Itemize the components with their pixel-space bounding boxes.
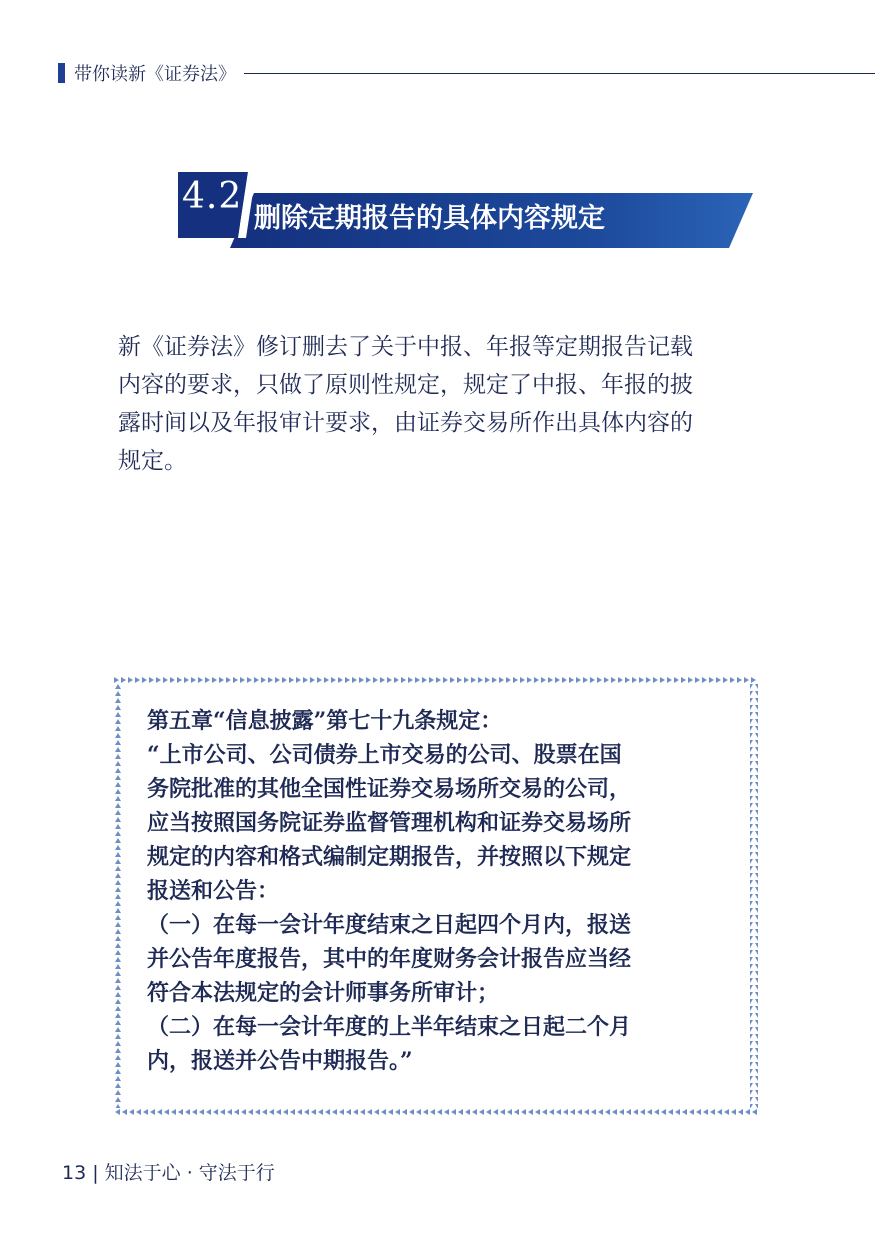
body-line: 新《证券法》修订删去了关于中报、年报等定期报告记载 — [118, 334, 693, 360]
quote-line: 符合本法规定的会计师事务所审计； — [147, 980, 500, 1006]
quote-text — [147, 704, 737, 1078]
section-banner — [178, 170, 753, 248]
header-accent-bar — [58, 63, 65, 83]
quote-line: “上市公司、公司债券上市交易的公司、股票在国 — [147, 742, 622, 768]
quote-line: 务院批准的其他全国性证券交易场所交易的公司， — [147, 776, 632, 802]
quote-line: 报送和公告： — [147, 878, 280, 904]
quote-line: 规定的内容和格式编制定期报告，并按照以下规定 — [147, 844, 632, 870]
body-line: 内容的要求，只做了原则性规定，规定了中报、年报的披 — [118, 372, 693, 398]
quote-line: 第五章“信息披露”第七十九条规定： — [147, 708, 503, 734]
quote-line: （二）在每一会计年度的上半年结束之日起二个月 — [147, 1014, 632, 1040]
page-footer: 13 | 知法于心 · 守法于行 — [62, 1162, 275, 1184]
body-line: 露时间以及年报审计要求，由证券交易所作出具体内容的 — [118, 410, 693, 436]
running-header — [58, 58, 875, 88]
body-line: 规定。 — [118, 448, 187, 474]
section-title: 删除定期报告的具体内容规定 — [254, 203, 605, 234]
quote-line: 应当按照国务院证券监督管理机构和证券交易场所 — [147, 810, 632, 836]
body-paragraph — [118, 328, 763, 480]
section-number: 4.2 — [182, 176, 243, 217]
quote-line: （一）在每一会计年度结束之日起四个月内，报送 — [147, 912, 632, 938]
law-quote-box — [114, 676, 758, 1116]
quote-line: 并公告年度报告，其中的年度财务会计报告应当经 — [147, 946, 632, 972]
quote-line: 内，报送并公告中期报告。” — [147, 1048, 413, 1074]
header-rule — [244, 73, 875, 74]
header-title: 带你读新《证券法》 — [74, 64, 236, 85]
